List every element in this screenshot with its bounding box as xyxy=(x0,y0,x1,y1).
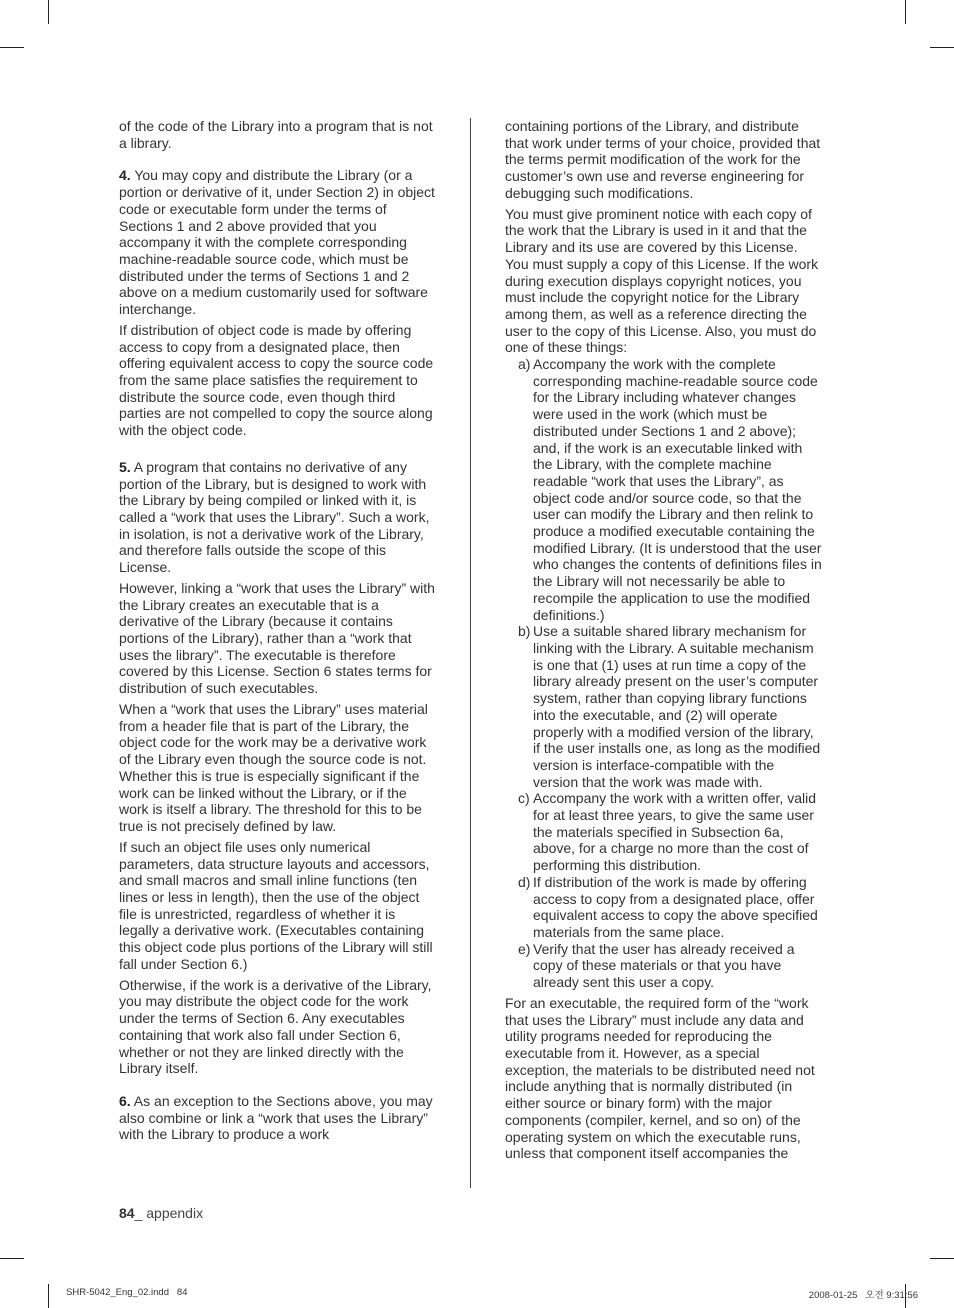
list-marker: e) xyxy=(518,940,531,957)
list-item xyxy=(505,623,823,790)
section-text: As an exception to the Sections above, you may also combine or link a “work that uses the Library” with the Library to produce a work xyxy=(119,1092,433,1143)
section-6 xyxy=(119,1093,437,1143)
paragraph: Otherwise, if the work is a derivative of the Library, you may distribute the object code for the work under the terms of Section 6. Any executables containing that work also fall under Section 6, whether or not they are linked directly with the Library itself. xyxy=(119,976,432,1077)
section-5 xyxy=(119,459,437,576)
list-marker: b) xyxy=(518,623,531,640)
list-item-text: Accompany the work with the complete corresponding machine-readable source code for the Library including whatever changes were used in the work (which must be distributed under Sections 1 and 2 above); and, if the work is an executable linked with the Library, with the complete machine readable “work that uses the Library”, as object code and/or source code, so that the user can modify the Library and then relink to produce a modified executable containing the modified Library. (It is understood that the user who changes the contents of definitions files in the Library will not necessarily be able to recompile the application to use the modified definitions.) xyxy=(533,356,822,623)
list-item-text: Verify that the user has already received a copy of these materials or that you have already sent this user a copy. xyxy=(533,940,795,991)
page-footer xyxy=(119,1205,203,1221)
crop-mark-bottom-left-v xyxy=(48,1284,49,1308)
footer-section: _ appendix xyxy=(134,1205,204,1221)
list-item xyxy=(505,790,823,874)
list-marker: a) xyxy=(518,356,531,373)
crop-mark-bottom-left-h xyxy=(0,1258,24,1259)
list-item-text: Accompany the work with a written offer, valid for at least three years, to give the same user the materials specified in Subsection 6a, above, for a charge no more than the cost of performing this distribution. xyxy=(533,790,816,874)
list-item xyxy=(505,356,823,623)
paragraph: of the code of the Library into a program that is not a library. xyxy=(119,118,433,151)
slug-file: SHR-5042_Eng_02.indd 84 xyxy=(66,1287,188,1298)
paragraph: When a “work that uses the Library” uses material from a header file that is part of the Library, the object code for the work may be a derivative work of the Library even though the source code is not. Whether this is true is especially significant if the work can be linked without the Library, or if the work is itself a library. The threshold for this to be true is not precisely defined by law. xyxy=(119,701,428,834)
paragraph: You must give prominent notice with each copy of the work that the Library is used in it and that the Library and its use are covered by this License. You must supply a copy of this License. If the work during execution displays copyright notices, you must include the copyright notice for the Library among them, as well as a reference directing the user to the copy of this License. Also, you must do one of these things: xyxy=(505,205,819,356)
section-number: 5. xyxy=(119,458,131,475)
section-number: 4. xyxy=(119,167,131,184)
section-text: A program that contains no derivative of any portion of the Library, but is designed to work with the Library by being compiled or linked with it, is called a “work that uses the Library”. Such a work, in isolation, is not a derivative work of the Library, and therefore falls outside the scope of this License. xyxy=(119,458,430,576)
list-item-text: Use a suitable shared library mechanism for linking with the Library. A suitable mechanism is one that (1) uses at run time a copy of the library already present on the user’s computer system, rather than copying library functions into the executable, and (2) will operate properly with a modified version of the library, if the user installs one, as long as the modified version is interface-compatible with the version that the work was made with. xyxy=(533,623,821,790)
section-4 xyxy=(119,167,437,317)
list-item xyxy=(505,874,823,941)
crop-mark-top-left-h xyxy=(0,47,24,48)
crop-mark-top-left-v xyxy=(48,0,49,24)
options-list xyxy=(505,356,823,991)
list-marker: c) xyxy=(518,790,530,807)
left-column xyxy=(119,118,437,1147)
paragraph: If such an object file uses only numerical parameters, data structure layouts and accessors, and small macros and small inline functions (ten lines or less in length), then the use of the object file is unrestricted, regardless of whether it is legally a derivative work. (Executables containing this object code plus portions of the Library will still fall under Section 6.) xyxy=(119,838,433,972)
right-column xyxy=(505,118,823,1166)
page-number: 84 xyxy=(119,1205,135,1221)
paragraph: containing portions of the Library, and distribute that work under terms of your choice, provided that the terms permit modification of the work for the customer’s own use and reverse engineering for debugging such modifications. xyxy=(505,118,821,201)
paragraph: If distribution of object code is made by offering access to copy from a designated place, then offering equivalent access to copy the source code from the same place satisfies the requirement to distribute the source code, even though third parties are not compelled to copy the source along with the object code. xyxy=(119,321,434,439)
section-text: You may copy and distribute the Library (or a portion or derivative of it, under Section 2) in object code or executable form under the terms of Sections 1 and 2 above provided that you accompany it with the complete corresponding machine-readable source code, which must be distributed under the terms of Sections 1 and 2 above on a medium customarily used for software interchange. xyxy=(119,167,435,318)
section-number: 6. xyxy=(119,1092,131,1109)
slug-timestamp: 2008-01-25 오전 9:31:56 xyxy=(808,1290,918,1301)
list-marker: d) xyxy=(518,873,531,890)
column-divider xyxy=(470,118,471,1188)
crop-mark-top-right-v xyxy=(905,0,906,24)
paragraph: For an executable, the required form of the “work that uses the Library” must include any data and utility programs needed for reproducing the executable from it. However, as a special exception, the materials to be distributed need not include anything that is normally distributed (in either source or binary form) with the major components (compiler, kernel, and so on) of the operating system on which the executable runs, unless that component itself accompanies the xyxy=(505,994,815,1162)
list-item-text: If distribution of the work is made by offering access to copy from a designated place, offer equivalent access to copy the above specified materials from the same place. xyxy=(533,873,818,940)
list-item xyxy=(505,941,823,991)
crop-mark-top-right-h xyxy=(930,47,954,48)
paragraph: However, linking a “work that uses the Library” with the Library creates an executable that is a derivative of the Library (because it contains portions of the Library), rather than a “work that uses the library”. The executable is therefore covered by this License. Section 6 states terms for distribution of such executables. xyxy=(119,579,435,697)
crop-mark-bottom-right-h xyxy=(930,1258,954,1259)
